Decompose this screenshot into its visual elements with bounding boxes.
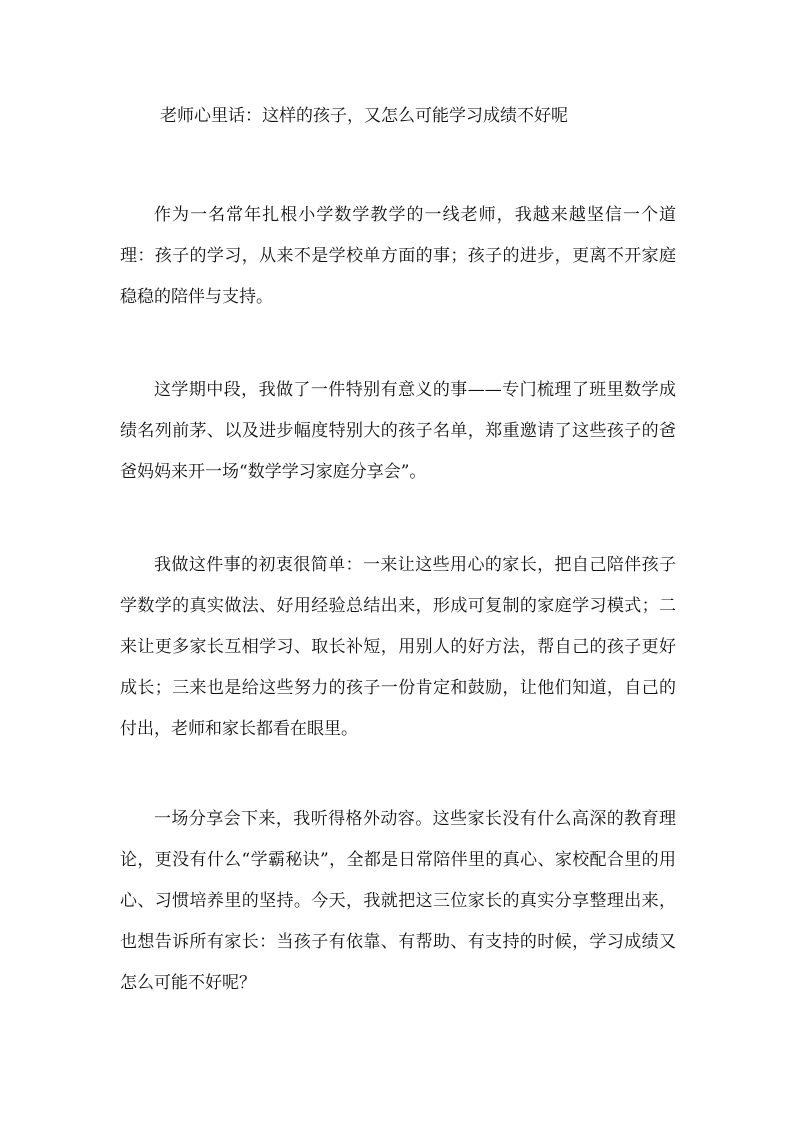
document-title: 老师心里话：这样的孩子，又怎么可能学习成绩不好呢: [160, 106, 568, 126]
paragraph-1: 作为一名常年扎根小学数学教学的一线老师，我越来越坚信一个道理：孩子的学习，从来不是学校单方面的事；孩子的进步，更离不开家庭稳稳的陪伴与支持。: [120, 205, 676, 307]
paragraph-3: 我做这件事的初衷很简单：一来让这些用心的家长，把自己陪伴孩子学数学的真实做法、好用经验总结出来，形成可复制的家庭学习模式；二来让更多家长互相学习、取长补短，用别人的好方法，帮自己的孩子更好成长；三来也是给这些努力的孩子一份肯定和鼓励，让他们知道，自己的付出，老师和家长都看在眼里。: [120, 555, 676, 739]
paragraph-2: 这学期中段，我做了一件特别有意义的事——专门梳理了班里数学成绩名列前茅、以及进步幅度特别大的孩子名单，郑重邀请了这些孩子的爸爸妈妈来开一场“数学学习家庭分享会”。: [120, 380, 676, 482]
paragraph-4: 一场分享会下来，我听得格外动容。这些家长没有什么高深的教育理论，更没有什么“学霸秘诀”，全都是日常陪伴里的真心、家校配合里的用心、习惯培养里的坚持。今天，我就把这三位家长的真实分享整理出来，也想告诉所有家长：当孩子有依靠、有帮助、有支持的时候，学习成绩又怎么可能不好呢？: [120, 809, 676, 993]
